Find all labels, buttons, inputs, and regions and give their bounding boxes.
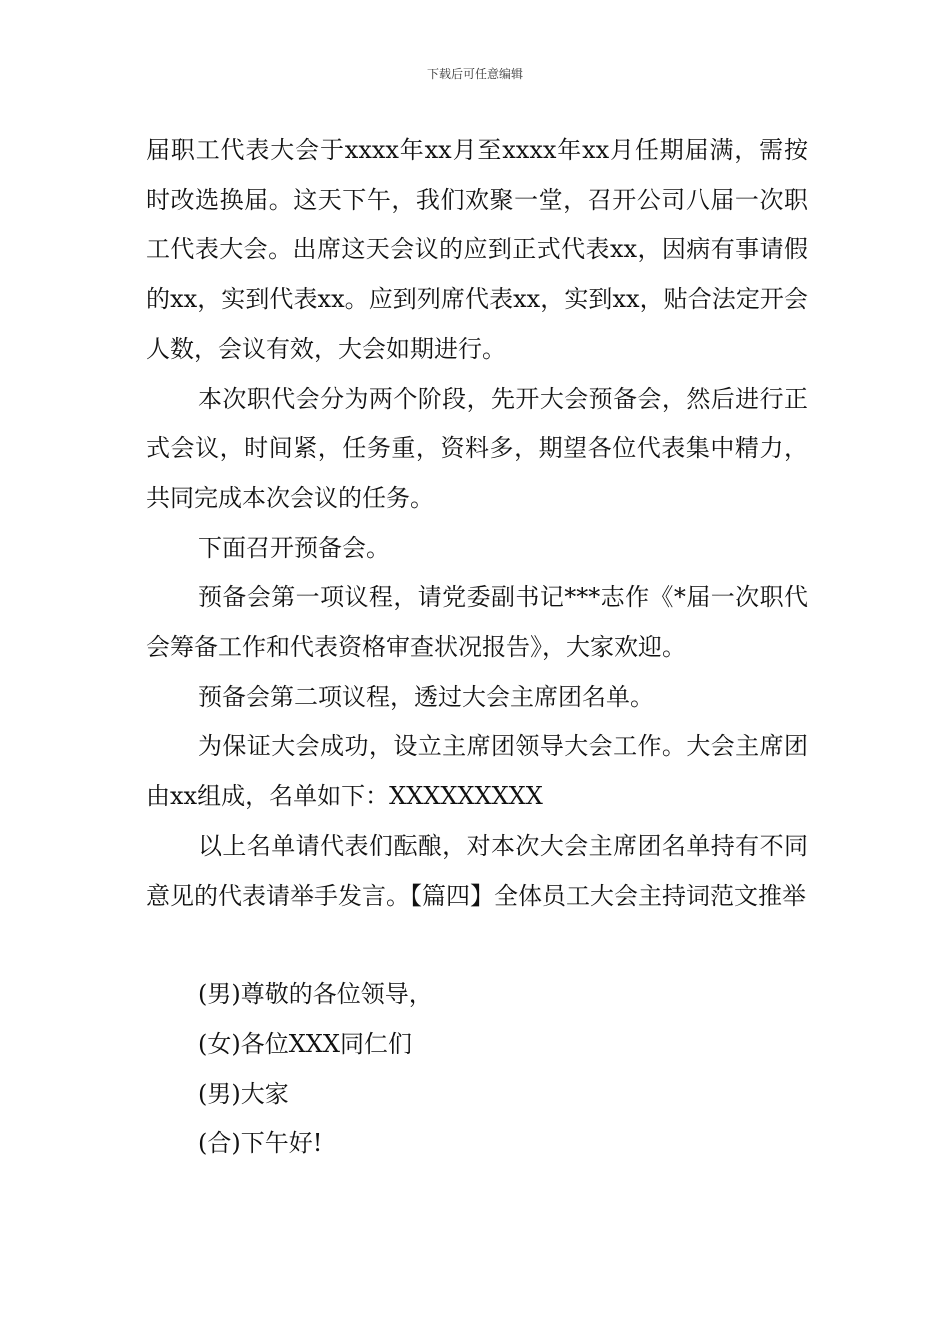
- paragraph-two-stages: 本次职代会分为两个阶段，先开大会预备会，然后进行正式会议，时间紧，任务重，资料多，期望各位代表集中精力，共同完成本次会议的任务。: [146, 384, 808, 512]
- blank-line: [146, 921, 808, 970]
- page-header-note: 下载后可任意编辑: [426, 67, 523, 81]
- paragraph-presidium: 为保证大会成功，设立主席团领导大会工作。大会主席团由xx组成，名单如下：XXXXXXXXX: [146, 732, 808, 811]
- dialogue-line-male-everyone: (男)大家: [198, 1079, 289, 1108]
- dialogue-line-male-greeting: (男)尊敬的各位领导，: [198, 980, 433, 1009]
- paragraph-election-intro: 届职工代表大会于xxxx年xx月至xxxx年xx月任期届满，需按时改选换届。这天下午，我们欢聚一堂，召开公司八届一次职工代表大会。出席这天会议的应到正式代表xx，因病有事请假的xx，实到代表xx。应到列席代表xx，实到xx，贴合法定开会人数，会议有效，大会如期进行。: [146, 136, 808, 363]
- document-body: [146, 126, 808, 1169]
- paragraph-preparatory-meeting: 下面召开预备会。: [198, 533, 390, 562]
- paragraph-section-four-heading: 以上名单请代表们酝酿，对本次大会主席团名单持有不同意见的代表请举手发言。【篇四】全体员工大会主持词范文推举: [146, 831, 808, 910]
- paragraph-agenda-item-two: 预备会第二项议程，透过大会主席团名单。: [198, 682, 654, 711]
- paragraph-agenda-item-one: 预备会第一项议程，请党委副书记***志作《*届一次职代会筹备工作和代表资格审查状况报告》，大家欢迎。: [146, 583, 808, 662]
- dialogue-line-together-good-afternoon: (合)下午好!: [198, 1129, 323, 1158]
- dialogue-line-female-colleagues: (女)各位XXX同仁们: [198, 1029, 412, 1058]
